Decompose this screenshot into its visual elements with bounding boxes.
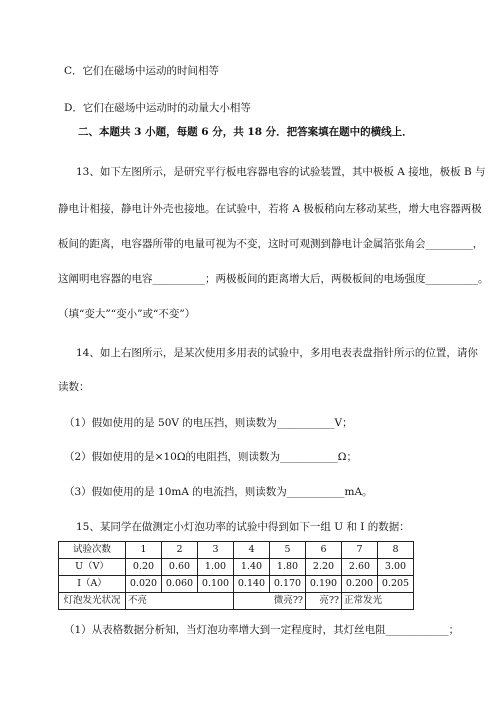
voltage-cell: 1.00 <box>198 559 234 576</box>
table-row-glow <box>59 593 414 610</box>
current-cell: 0.060 <box>162 576 198 593</box>
q14-line-2: 读数： <box>58 381 90 393</box>
glow-label: 灯泡发光状况 <box>59 593 126 610</box>
option-c: C．它们在磁场中运动的时间相等 <box>64 65 220 77</box>
q13-line-3: 板间的距离，电容器所带的电量可视为不变，这时可观测到静电计金属箔张角会_________， <box>58 238 484 250</box>
q15-line-1: 15、某同学在做测定小灯泡功率的试验中得到如下一组 U 和 I 的数据： <box>76 521 410 533</box>
current-cell: 0.205 <box>378 576 414 593</box>
voltage-cell: 1.40 <box>234 559 270 576</box>
q14-part-1: （1）假如使用的是 50V 的电压挡，则读数为___________V； <box>64 417 353 429</box>
glow-normal: 正常发光 <box>342 593 414 610</box>
current-cell: 0.140 <box>234 576 270 593</box>
table-row-current <box>59 576 414 593</box>
voltage-cell: 0.60 <box>162 559 198 576</box>
q14-line-1: 14、如上右图所示，是某次使用多用表的试验中，多用电表表盘指针所示的位置，请你 <box>76 347 478 359</box>
table-header-label: 试验次数 <box>59 542 126 559</box>
current-label: I（A） <box>59 576 126 593</box>
trial-cell: 5 <box>270 542 306 559</box>
data-table <box>58 541 414 610</box>
trial-cell: 4 <box>234 542 270 559</box>
trial-cell: 7 <box>342 542 378 559</box>
voltage-cell: 3.00 <box>378 559 414 576</box>
option-d: D．它们在磁场中运动时的动量大小相等 <box>64 102 251 114</box>
trial-cell: 1 <box>126 542 162 559</box>
glow-dim: 微亮?? <box>234 593 306 610</box>
current-cell: 0.170 <box>270 576 306 593</box>
q13-line-2: 静电计相接，静电计外壳也接地。在试验中，若将 A 极板稍向左移动某些，增大电容器两极 <box>58 203 482 215</box>
current-cell: 0.100 <box>198 576 234 593</box>
voltage-cell: 2.60 <box>342 559 378 576</box>
table-row-voltage <box>59 559 414 576</box>
current-cell: 0.020 <box>126 576 162 593</box>
voltage-cell: 0.20 <box>126 559 162 576</box>
trial-cell: 6 <box>306 542 342 559</box>
q14-part-2: （2）假如使用的是×10Ω的电阻挡，则读数为___________Ω； <box>64 451 357 463</box>
glow-not-lit: 不亮 <box>126 593 234 610</box>
current-cell: 0.200 <box>342 576 378 593</box>
voltage-cell: 1.80 <box>270 559 306 576</box>
q13-note: （填“变大”“变小”或“不变”） <box>58 308 196 320</box>
trial-cell: 3 <box>198 542 234 559</box>
q13-line-4: 这阐明电容器的电容__________；两极板间的距离增大后，两极板间的电场强度__________。 <box>58 273 489 285</box>
q15-part-1: （1）从表格数据分析知，当灯泡功率增大到一定程度时，其灯丝电阻____________； <box>64 624 460 636</box>
trial-cell: 8 <box>378 542 414 559</box>
glow-bright: 亮?? <box>306 593 342 610</box>
voltage-cell: 2.20 <box>306 559 342 576</box>
section-heading: 二、本题共 3 小题，每题 6 分，共 18 分．把答案填在题中的横线上． <box>78 126 413 138</box>
q14-part-3: （3）假如使用的是 10mA 的电流挡，则读数为___________mA。 <box>64 486 373 498</box>
table-row-trials <box>59 542 414 559</box>
current-cell: 0.190 <box>306 576 342 593</box>
q13-line-1: 13、如下左图所示，是研究平行板电容器电容的试验装置，其中极板 A 接地，极板 B 与 <box>76 166 486 178</box>
voltage-label: U（V） <box>59 559 126 576</box>
trial-cell: 2 <box>162 542 198 559</box>
